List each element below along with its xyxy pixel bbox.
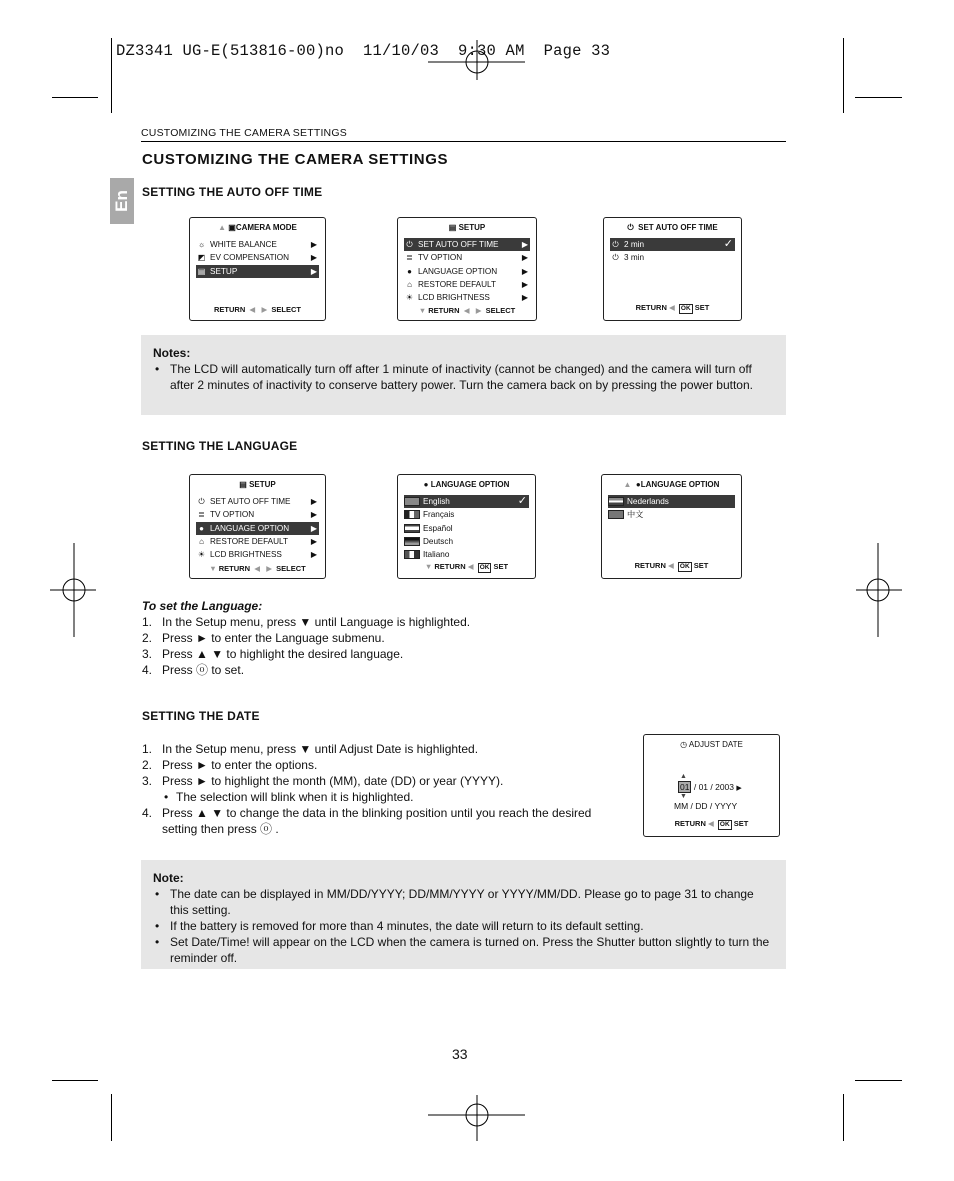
running-head: CUSTOMIZING THE CAMERA SETTINGS xyxy=(141,127,347,139)
ev-compensation-icon: ◩ xyxy=(197,253,206,263)
menu-item-restore-default: ⌂ RESTORE DEFAULT ▶ xyxy=(404,278,530,291)
screen-title: ⏻ SET AUTO OFF TIME xyxy=(627,223,718,232)
step-item: 4. Press ⓞ to set. xyxy=(142,663,245,677)
registration-mark-right xyxy=(856,543,902,637)
language-icon: ● xyxy=(407,266,412,276)
tv-option-icon: ≣ xyxy=(406,253,413,263)
notes-title: Note: xyxy=(153,871,184,885)
screen-title: ▲ ●LANGUAGE OPTION xyxy=(623,480,720,489)
lcd-screen-setup xyxy=(397,217,537,321)
screen-title: ▤ SETUP xyxy=(239,480,276,489)
option-3-min: ⏻ 3 min xyxy=(610,251,735,264)
italy-flag-icon xyxy=(404,550,420,559)
up-arrow-icon: ▲ xyxy=(680,773,687,780)
language-instructions xyxy=(142,598,470,678)
screen-footer: RETURN ◀ ▶ SELECT xyxy=(214,305,301,314)
setup-icon: ▤ xyxy=(448,223,457,232)
menu-item-set-auto-off: ⏻ SET AUTO OFF TIME ▶ xyxy=(196,495,319,508)
lcd-screen-adjust-date xyxy=(643,734,780,837)
france-flag-icon xyxy=(404,510,420,519)
screen-footer: ▼ RETURN ◀ OK SET xyxy=(424,562,509,571)
language-icon: ● xyxy=(635,480,641,489)
date-format: MM / DD / YYYY xyxy=(674,801,738,811)
china-flag-icon xyxy=(608,510,624,519)
screen-footer: RETURN ◀ OK SET xyxy=(674,819,749,828)
menu-item-lcd-brightness: ☀ LCD BRIGHTNESS ▶ xyxy=(404,291,530,304)
registration-mark-left xyxy=(50,543,96,637)
screen-footer: ▼ RETURN ◀ ▶ SELECT xyxy=(418,306,516,315)
screen-footer: RETURN ◀ OK SET xyxy=(635,303,710,312)
language-item-espanol: Español xyxy=(404,522,529,535)
menu-item-language-option: ● LANGUAGE OPTION ▶ xyxy=(196,522,319,535)
option-2-min: ⏻ 2 min ✓ xyxy=(610,238,735,251)
step-item: 1. In the Setup menu, press ▼ until Language is highlighted. xyxy=(142,615,471,629)
setup-icon: ▤ xyxy=(197,266,206,276)
down-arrow-icon: ▼ xyxy=(680,793,687,800)
step-item: 2. Press ► to enter the options. xyxy=(142,758,318,772)
note-item: • If the battery is removed for more than 4 minutes, the date will return to its default setting. xyxy=(153,918,774,934)
lcd-screen-camera-mode xyxy=(189,217,326,321)
date-instructions xyxy=(142,741,612,837)
checkmark-icon: ✓ xyxy=(517,495,527,507)
step-item: 3. Press ▲ ▼ to highlight the desired language. xyxy=(142,647,404,661)
page-number: 33 xyxy=(452,1046,468,1062)
language-icon: ● xyxy=(199,523,204,533)
section-heading-date: SETTING THE DATE xyxy=(142,709,260,723)
menu-item-set-auto-off: ⏻ SET AUTO OFF TIME ▶ xyxy=(404,238,530,251)
step-sub-item: • The selection will blink when it is highlighted. xyxy=(142,789,612,805)
language-item-nederlands: Nederlands xyxy=(608,495,735,508)
camera-icon: ▣ xyxy=(228,223,236,232)
restore-default-icon: ⌂ xyxy=(407,279,412,289)
howto-title: To set the Language: xyxy=(142,599,263,613)
lcd-screen-language-option-page2 xyxy=(601,474,742,579)
registration-mark-bottom xyxy=(428,1095,528,1141)
step-item: 4. Press ▲ ▼ to change the data in the blinking position until you reach the desired setting then press ⓞ . xyxy=(142,806,592,836)
lcd-screen-language-option xyxy=(397,474,536,579)
language-item-chinese: 中文 xyxy=(608,508,735,521)
clock-icon: ◷ xyxy=(680,740,688,749)
screen-footer: RETURN ◀ OK SET xyxy=(634,561,709,570)
note-item: • The LCD will automatically turn off after 1 minute of inactivity (cannot be changed) and the camera will turn off after 2 minutes of inactivity to conserve battery power. Turn the camera back on by pressing the power button. xyxy=(153,361,774,393)
note-item: • Set Date/Time! will appear on the LCD when the camera is turned on. Press the Shutter button slightly to turn the reminder off. xyxy=(153,934,774,966)
right-arrow-icon: ▶ xyxy=(736,785,742,792)
lcd-brightness-icon: ☀ xyxy=(197,550,206,560)
ok-icon: OK xyxy=(680,305,691,312)
setup-icon: ▤ xyxy=(239,480,247,489)
auto-off-icon: ⏻ xyxy=(627,223,634,232)
auto-off-icon: ⏻ xyxy=(198,497,205,506)
language-tab: En xyxy=(110,178,134,224)
ok-icon: OK xyxy=(479,564,490,571)
uk-flag-icon xyxy=(404,497,420,506)
screen-title: ▤ SETUP xyxy=(448,223,486,232)
auto-off-icon: ⏻ xyxy=(612,253,619,263)
screen-title: ▲ ▣CAMERA MODE xyxy=(218,223,297,232)
language-item-francais: Français xyxy=(404,508,529,521)
checkmark-icon: ✓ xyxy=(723,238,733,250)
header-rule xyxy=(141,141,786,142)
date-value: 01 / 01 / 2003 ▶ xyxy=(680,782,742,792)
step-item: 1. In the Setup menu, press ▼ until Adjust Date is highlighted. xyxy=(142,742,479,756)
step-item: 2. Press ► to enter the Language submenu. xyxy=(142,631,385,645)
netherlands-flag-icon xyxy=(608,497,624,506)
restore-default-icon: ⌂ xyxy=(199,536,204,546)
lcd-brightness-icon: ☀ xyxy=(405,293,414,303)
lcd-screen-set-auto-off xyxy=(603,217,742,321)
menu-item-restore-default: ⌂ RESTORE DEFAULT ▶ xyxy=(196,535,319,548)
print-header: DZ3341 UG-E(513816-00)no 11/10/03 9:30 AM Page 33 xyxy=(116,42,611,60)
menu-item-lcd-brightness: ☀ LCD BRIGHTNESS ▶ xyxy=(196,548,319,561)
page-title: CUSTOMIZING THE CAMERA SETTINGS xyxy=(142,151,449,168)
notes-box-auto-off xyxy=(141,335,786,415)
white-balance-icon: ☼ xyxy=(197,240,206,249)
auto-off-icon: ⏻ xyxy=(612,240,619,249)
notes-box-date xyxy=(141,860,786,969)
language-item-italiano: Italiano xyxy=(404,548,529,561)
tv-option-icon: ≣ xyxy=(198,510,205,520)
section-heading-language: SETTING THE LANGUAGE xyxy=(142,439,298,453)
lcd-screen-setup-language xyxy=(189,474,326,579)
menu-item-language-option: ● LANGUAGE OPTION ▶ xyxy=(404,265,530,278)
notes-title: Notes: xyxy=(153,346,191,360)
menu-item-ev-compensation: ◩ EV COMPENSATION ▶ xyxy=(196,251,319,264)
ok-icon: OK xyxy=(719,821,730,828)
screen-footer: ▼ RETURN ◀ ▶ SELECT xyxy=(209,564,306,573)
screen-title: ◷ ADJUST DATE xyxy=(680,740,743,749)
spain-flag-icon xyxy=(404,524,420,533)
section-heading-auto-off: SETTING THE AUTO OFF TIME xyxy=(142,185,323,199)
menu-item-tv-option: ≣ TV OPTION ▶ xyxy=(404,251,530,264)
screen-title: ● LANGUAGE OPTION xyxy=(423,480,510,489)
ok-icon: OK xyxy=(679,563,690,570)
language-icon: ● xyxy=(423,480,429,489)
menu-item-white-balance: ☼ WHITE BALANCE ▶ xyxy=(196,238,319,251)
germany-flag-icon xyxy=(404,537,420,546)
menu-item-tv-option: ≣ TV OPTION ▶ xyxy=(196,508,319,521)
auto-off-icon: ⏻ xyxy=(406,240,413,249)
menu-item-setup: ▤ SETUP ▶ xyxy=(196,265,319,278)
language-item-english: English ✓ xyxy=(404,495,529,508)
language-item-deutsch: Deutsch xyxy=(404,535,529,548)
step-item: 3. Press ► to highlight the month (MM), date (DD) or year (YYYY). xyxy=(142,774,504,788)
registration-mark-top xyxy=(428,40,528,82)
note-item: • The date can be displayed in MM/DD/YYYY; DD/MM/YYYY or YYYY/MM/DD. Please go to page 31 to change this setting. xyxy=(153,886,774,918)
